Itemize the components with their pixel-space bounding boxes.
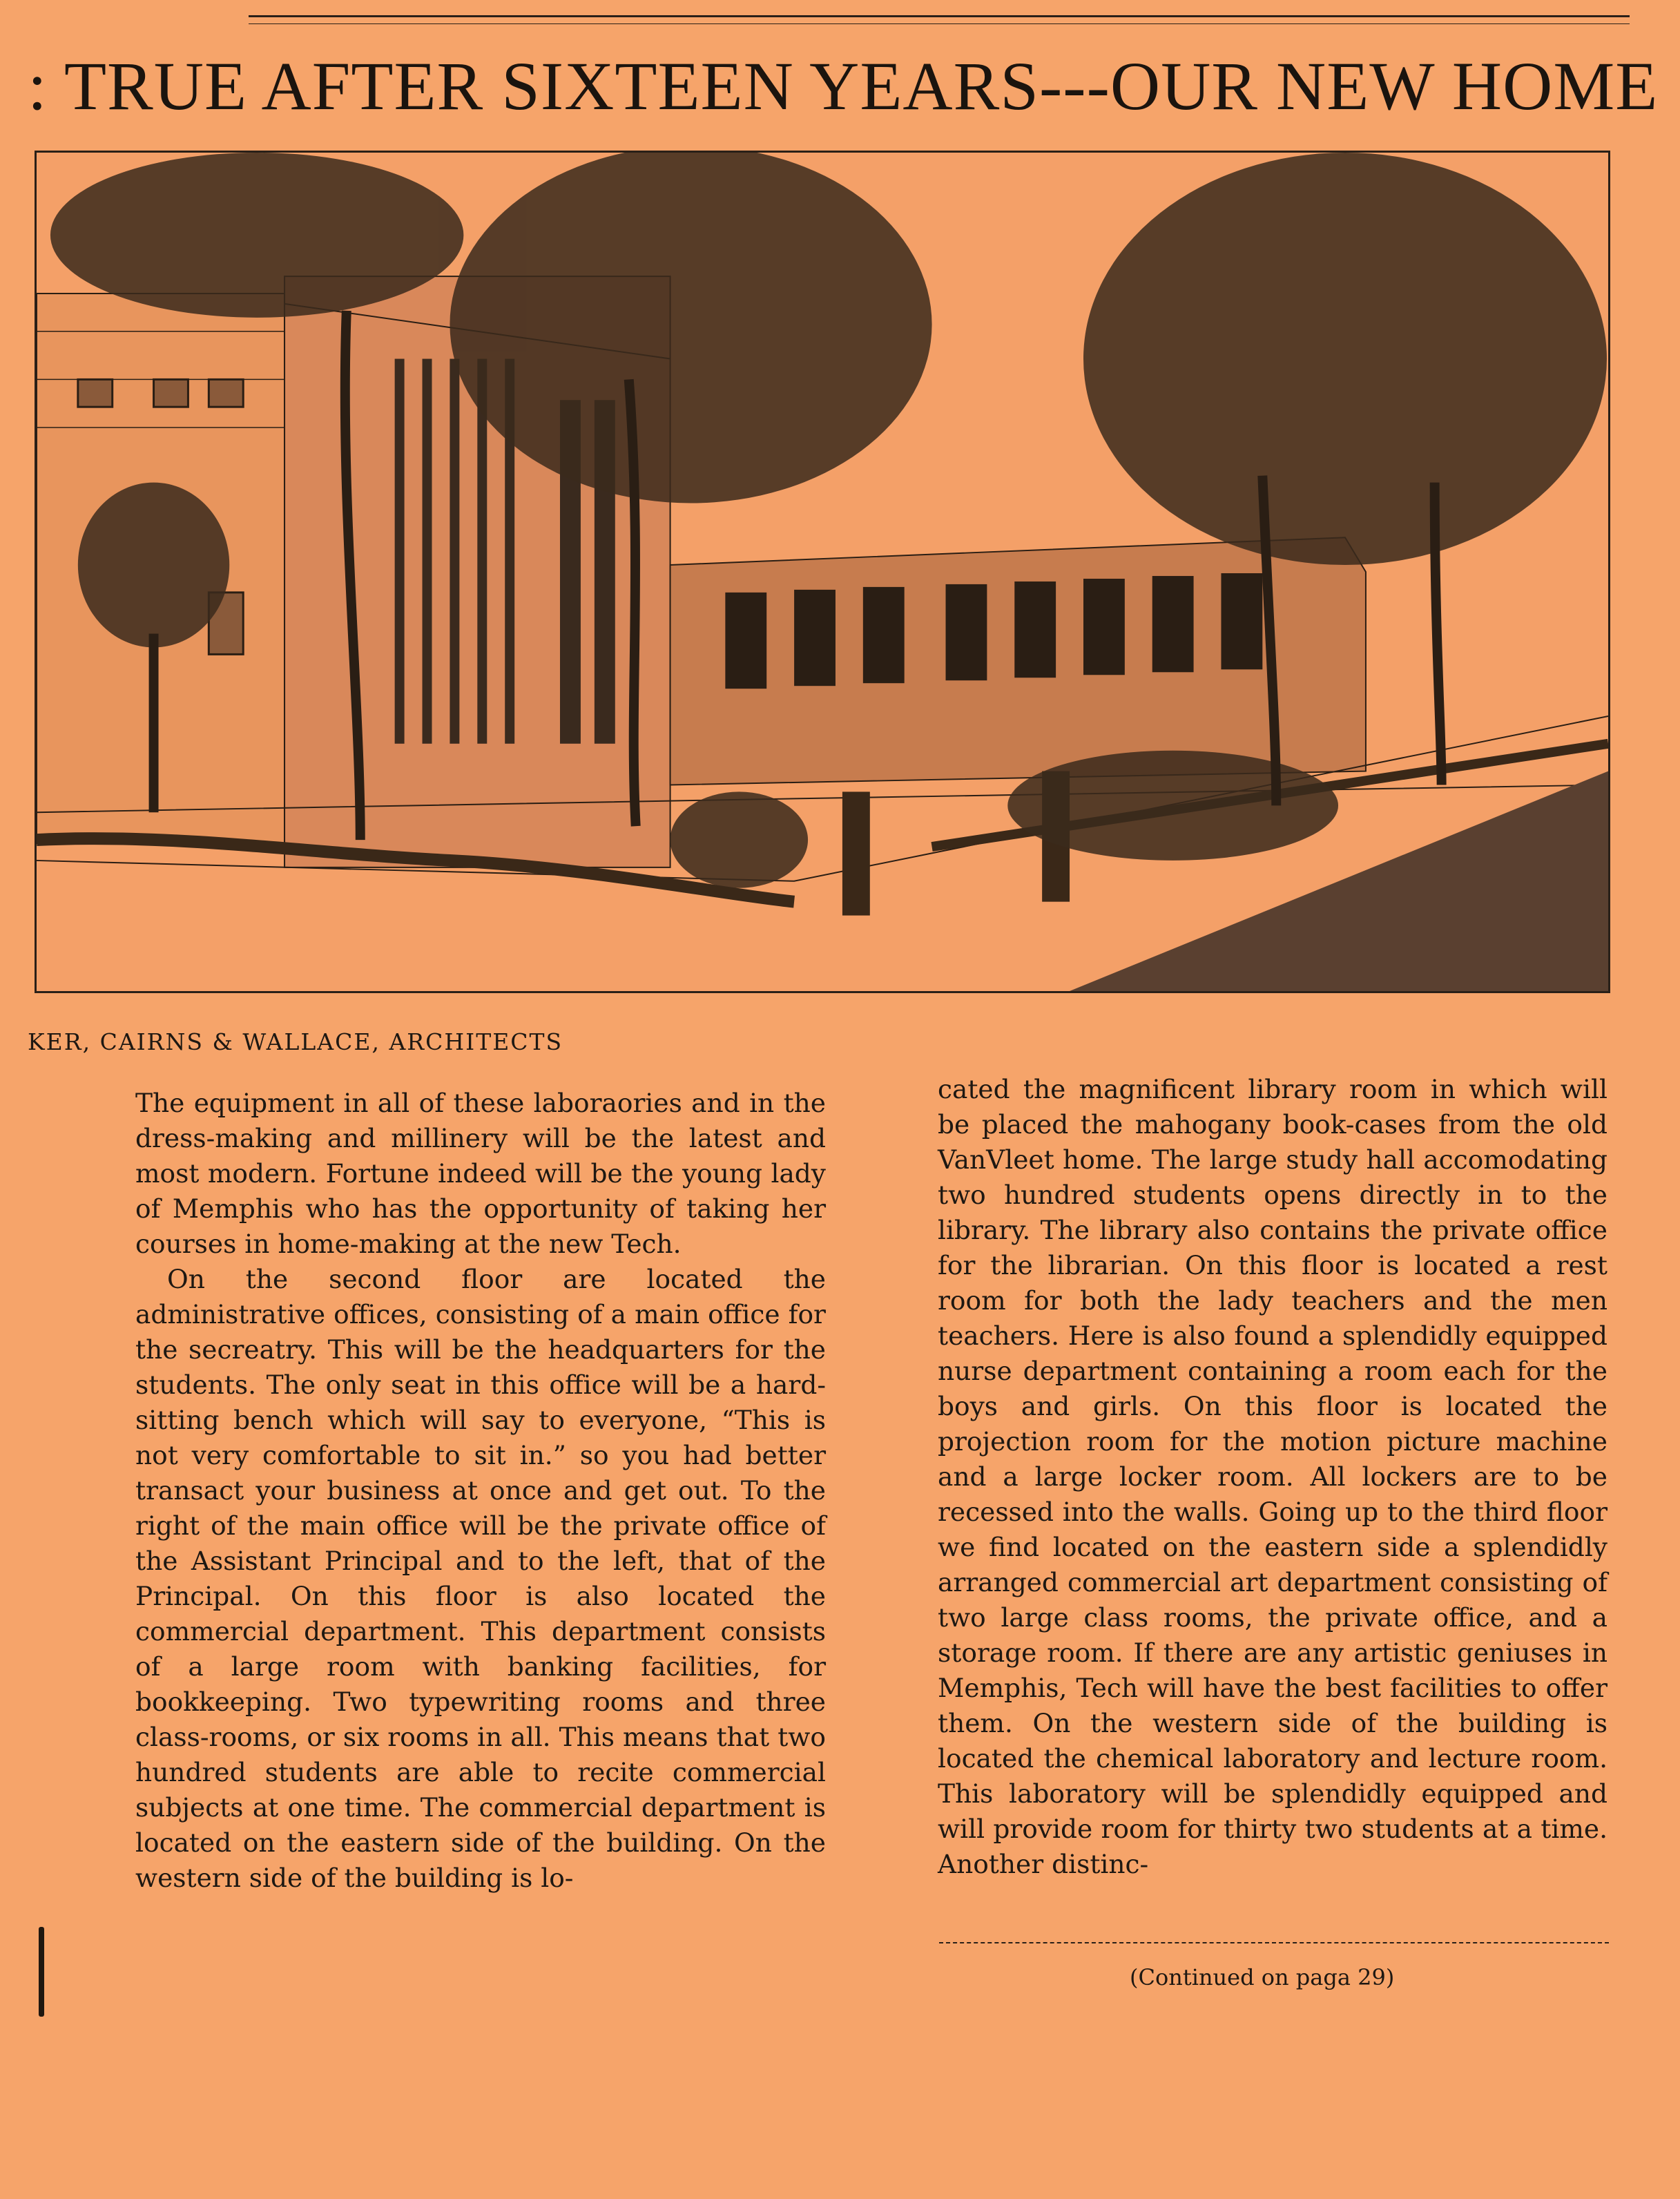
architect-caption: KER, CAIRNS & WALLACE, ARCHITECTS <box>28 1028 563 1055</box>
headline: : TRUE AFTER SIXTEEN YEARS---OUR NEW HOME <box>28 48 1659 124</box>
building-illustration <box>35 151 1610 993</box>
top-rule-thin <box>249 23 1630 24</box>
paragraph: The equipment in all of these laboraories and in the dress-making and millinery will be the latest and most modern. Fortune indeed will be the young lady of Memphis who has the opportunity of taking her courses in home-making at the new Tech. <box>135 1088 826 1259</box>
margin-mark <box>39 1927 44 2017</box>
paragraph: On the second floor are located the administrative offices, consisting of a main office for the secreatry. This will be the headquarters for the students. The only seat in this office will be a hard-sitting bench which will say to everyone, “This is not very comfortable to sit in.” so you had better transact your business at once and get out. To the right of the main office will be the private office of the Assistant Principal and to the left, that of the Principal. On this floor is also located the commercial department. This department consists of a large room with banking facilities, for bookkeeping. Two typewriting rooms and three class-rooms, or six rooms in all. This means that two hundred students are able to recite commercial subjects at one time. The commercial department is located on the eastern side of the building. On the western side of the building is lo- <box>135 1264 826 1893</box>
top-rule <box>249 15 1630 17</box>
column-end-rule <box>939 1942 1609 1943</box>
article-column-left <box>135 1086 826 1896</box>
continued-note: (Continued on paga 29) <box>1130 1964 1395 1990</box>
building-sketch <box>37 153 1608 991</box>
article-column-right <box>938 1072 1607 1882</box>
paragraph: cated the magnificent library room in which will be placed the mahogany book-cases from the old VanVleet home. The large study hall accomodating two hundred students opens directly in to the library. The library also contains the private office for the librarian. On this floor is located a rest room for both the lady teachers and the men teachers. Here is also found a splendidly equipped nurse department containing a room each for the boys and girls. On this floor is located the projection room for the motion picture machine and a large locker room. All lockers are to be recessed into the walls. Going up to the third floor we find located on the eastern side a splendidly arranged commercial art department consisting of two large class rooms, the private office, and a storage room. If there are any artistic geniuses in Memphis, Tech will have the best facilities to offer them. On the western side of the building is located the chemical laboratory and lecture room. This laboratory will be splendidly equipped and will provide room for thirty two students at a time. Another distinc- <box>938 1074 1607 1879</box>
